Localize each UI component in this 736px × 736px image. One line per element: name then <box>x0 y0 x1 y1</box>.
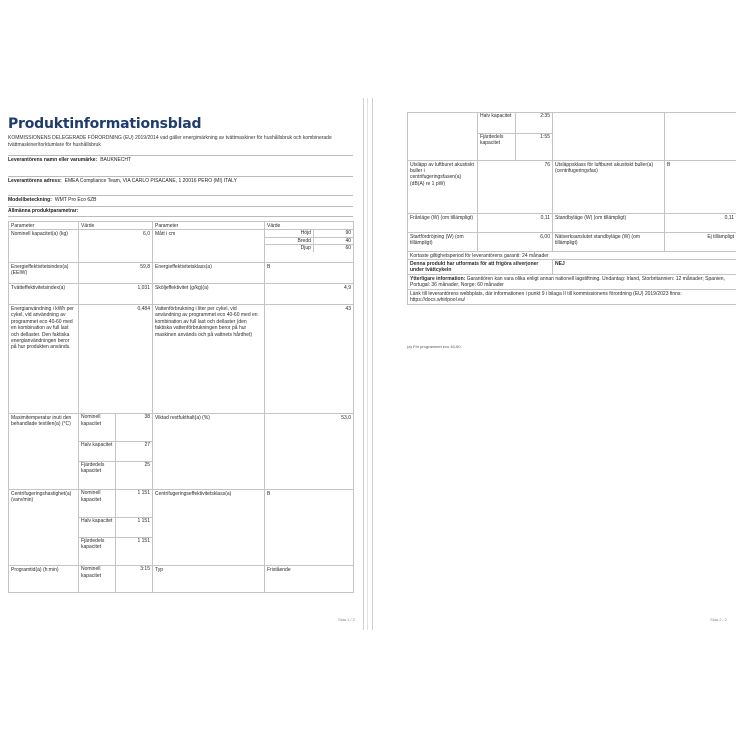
water-use-label: Vattenförbrukning i liter per cykel, vid användning av programmet eco 40-60 med en kombination av full last och dellaster (den faktiska vattenförbrukningen beror på hur maskinen används och på vattnets hårdhet) <box>153 305 265 414</box>
table-row <box>9 490 354 566</box>
page-number: Sida 2 / 2 <box>710 617 727 622</box>
general-params-row <box>8 206 353 217</box>
program-nominal-value: 3:15 <box>140 566 150 573</box>
standby-label: Standbyläge (W) (om tillämpligt) <box>553 214 665 233</box>
document-page-1 <box>1 98 364 630</box>
model-row <box>8 195 353 205</box>
capacity-label: Nominell kapacitet(a) (kg) <box>9 230 79 263</box>
eei-value: 59,8 <box>79 263 153 284</box>
noise-label: Utsläpp av luftburet akustiskt buller i centrifugeringsfasen(a) (dB(A) re 1 pW) <box>408 161 478 214</box>
dimensions-label: Mått i cm <box>153 230 265 263</box>
model-label: Modellbeteckning: <box>8 197 52 203</box>
rinse-label: Sköljeffektivitet (g/kg)(a) <box>153 284 265 305</box>
supplier-value: BAUKNECHT <box>100 157 132 163</box>
temp-half-value: 27 <box>116 441 153 461</box>
energy-use-label: Energianvändning i kWh per cykel, vid användning av programmet eco 40-60 med en kombination av full last och dellaster. Den faktiska energianvändningen beror på hur produkten används. <box>9 305 79 414</box>
table-header-row <box>9 222 354 230</box>
address-row <box>8 176 353 186</box>
footnote: (a) För programmet eco 40-60. <box>407 344 462 349</box>
header-value: Värde <box>79 222 153 230</box>
table-row <box>408 260 736 275</box>
capacity-value: 6,0 <box>79 230 153 263</box>
table-row <box>9 284 354 305</box>
table-row <box>408 161 736 214</box>
supplier-row <box>8 155 353 165</box>
program-time-subtable <box>79 566 152 592</box>
type-label: Typ <box>153 566 265 593</box>
supplier-label: Leverantörens namn eller varumärke: <box>8 157 98 163</box>
params-table <box>8 221 354 593</box>
silver-ions-value: NEJ <box>553 260 736 275</box>
empty-cell <box>553 113 665 161</box>
max-temp-label: Maximitemperatur inuti den behandlade textilen(a) (°C) <box>9 414 79 490</box>
network-standby-label: Nätverksanslutet standbyläge (W) (om tillämpligt) <box>553 233 665 252</box>
temp-half-label: Halv kapacitet <box>79 441 116 461</box>
table-row <box>9 230 354 263</box>
max-temp-subtable <box>79 414 152 489</box>
standby-value: 0,11 <box>665 214 736 233</box>
table-row <box>9 305 354 414</box>
temp-nominal-value: 38 <box>144 414 150 421</box>
dim-depth-label: Djup <box>265 245 313 252</box>
spin-half-label: Halv kapacitet <box>79 517 116 537</box>
spin-class-value: B <box>265 490 354 566</box>
energy-use-value: 0,484 <box>79 305 153 414</box>
table-row <box>408 275 736 290</box>
max-temp-cell <box>79 414 153 490</box>
page-divider <box>367 98 368 630</box>
dim-depth-value: 60 <box>313 245 353 252</box>
program-quarter-label: Fjärdedels kapacitet <box>478 133 515 160</box>
program-time-cont-label <box>408 113 478 161</box>
warranty-text: Kortaste giltighetsperiod för leverantörens garanti: 24 månader <box>408 252 736 260</box>
header-value-2: Värde <box>265 222 354 230</box>
header-parameter-2: Parameter <box>153 222 265 230</box>
off-mode-label: Frånläge (W) (om tillämpligt) <box>408 214 478 233</box>
table-row <box>408 252 736 260</box>
program-time-cont-subtable <box>478 113 552 160</box>
temp-quarter-label: Fjärdedels kapacitet <box>79 461 116 489</box>
dimensions-cell <box>265 230 354 263</box>
rinse-value: 4,9 <box>265 284 354 305</box>
silver-ions-label: Denna produkt har utformats för att frigöra silverjoner under tvättcykeln <box>408 260 553 275</box>
address-label: Leverantörens adress: <box>8 178 62 184</box>
dim-width-value: 40 <box>313 237 353 244</box>
empty-cell <box>665 113 736 161</box>
spin-speed-cell <box>79 490 153 566</box>
spin-class-label: Centrifugeringseffektivitetsklass(a) <box>153 490 265 566</box>
table-row <box>408 233 736 252</box>
type-value: Fristående <box>265 566 354 593</box>
energy-class-label: Energieffektivitetsklass(a) <box>153 263 265 284</box>
residual-moisture-label: Viktad restfukthalt(a) (%) <box>153 414 265 490</box>
energy-class-value: B <box>265 263 354 284</box>
water-use-value: 43 <box>265 305 354 414</box>
spin-half-value: 1 151 <box>116 517 153 537</box>
general-params-label: Allmänna produktparametrar: <box>8 208 79 214</box>
program-time-cont-cell <box>478 113 553 161</box>
additional-info-text: Garantiören kan vara olika enligt annan nationell lagstiftning. Undantag: Irland, Storbritannien: 12 månader; Spanien, Portugal: 36 månader; Norge: 60 månader <box>410 275 725 289</box>
table-row <box>408 113 736 161</box>
spin-speed-subtable <box>79 490 152 565</box>
wash-index-value: 1,031 <box>79 284 153 305</box>
dim-height-label: Höjd <box>265 230 313 237</box>
additional-info <box>408 275 736 290</box>
dimensions-subtable <box>265 230 353 251</box>
spin-quarter-label: Fjärdedels kapacitet <box>79 537 116 565</box>
table-row <box>408 214 736 233</box>
table-row <box>9 414 354 490</box>
table-row <box>9 263 354 284</box>
wash-index-label: Tvätteffektivitetsindex(a) <box>9 284 79 305</box>
address-value: EMEA Compliance Team, VIA CARLO PISACANE, 1 20016 PERO (MI) ITALY <box>64 178 237 184</box>
off-mode-value: 0,11 <box>478 214 553 233</box>
delay-start-label: Startfördröjning (W) (om tillämpligt) <box>408 233 478 252</box>
params-table-continued <box>407 112 736 305</box>
dim-height-value: 90 <box>345 230 351 237</box>
spin-nominal-value: 1 151 <box>137 490 150 497</box>
noise-value: 76 <box>478 161 553 214</box>
dim-width-label: Bredd <box>265 237 313 244</box>
page-number: Sida 1 / 2 <box>338 617 355 622</box>
program-half-value: 2:35 <box>540 113 550 119</box>
temp-nominal-label: Nominell kapacitet <box>79 414 116 441</box>
header-parameter: Parameter <box>9 222 79 230</box>
program-time-cell <box>79 566 153 593</box>
program-quarter-value: 1:55 <box>515 133 552 160</box>
document-page-2 <box>372 98 735 630</box>
residual-moisture-value: 53,0 <box>265 414 354 490</box>
program-half-label: Halv kapacitet <box>478 113 515 133</box>
program-time-label: Programtid(a) (h:min) <box>9 566 79 593</box>
supplier-link-text: Länk till leverantörens webbplats, där informationen i punkt 9 i bilaga II till kommissionens förordning (EU) 2019/2023 finns: https://docs.whirlpool.eu/ <box>408 290 736 305</box>
table-row <box>9 566 354 593</box>
spin-quarter-value: 1 151 <box>116 537 153 565</box>
eei-label: Energieffektivitetsindex(a) (EEIW) <box>9 263 79 284</box>
model-value: WMT Pro Eco 6ZB <box>54 197 97 203</box>
spin-nominal-label: Nominell kapacitet <box>79 490 116 517</box>
spin-speed-label: Centrifugeringshastighet(a) (varv/min) <box>9 490 79 566</box>
temp-quarter-value: 25 <box>116 461 153 489</box>
program-nominal-label: Nominell kapacitet <box>79 566 116 592</box>
network-standby-value: Ej tillämpligt <box>665 233 736 252</box>
additional-info-label: Ytterligare information: <box>410 275 466 282</box>
table-row <box>408 290 736 305</box>
noise-class-value: B <box>665 161 736 214</box>
document-title: Produktinformationsblad <box>8 116 202 132</box>
regulation-intro: KOMMISSIONENS DELEGERADE FÖRORDNING (EU) 2019/2014 vad gäller energimärkning av tvättmaskiner för hushållsbruk och kombinerade tvättmaskiner/torktumlare för hushållsbruk <box>8 135 332 148</box>
noise-class-label: Utsläppsklass för luftburet akustiskt buller(a) (centrifugeringsfas) <box>553 161 665 214</box>
delay-start-value: 6,00 <box>478 233 553 252</box>
